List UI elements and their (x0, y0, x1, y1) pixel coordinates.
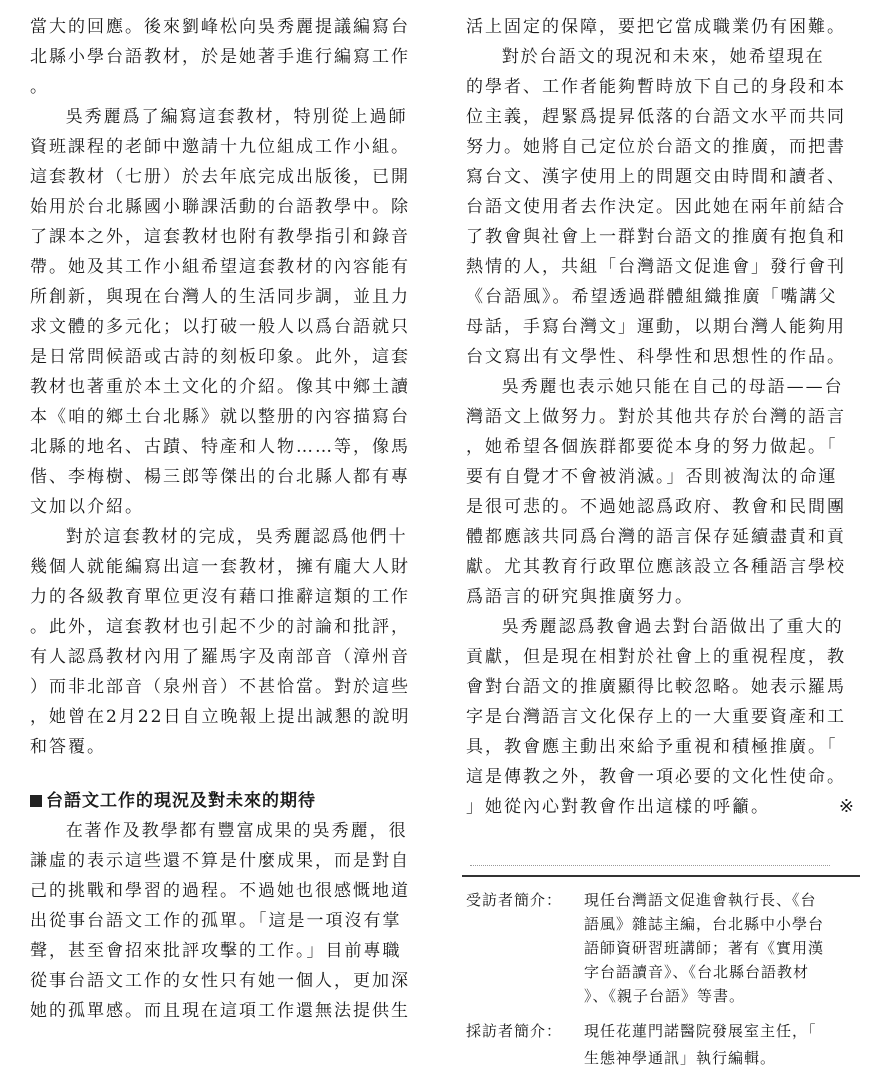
text-line: 灣語文上做努力。對於其他共存於台灣的語言 (466, 407, 846, 427)
text-line: 和答覆。 (30, 737, 106, 757)
text-line: 」她從內心對教會作出這樣的呼籲。 (466, 797, 770, 817)
text-line: 對於這套教材的完成，吳秀麗認爲他們十 (65, 527, 408, 547)
text-line: 幾個人就能編寫出這一套教材，擁有龐大人財 (30, 557, 410, 577)
end-mark: ※ (838, 796, 856, 817)
left-paragraph-1 (30, 12, 420, 102)
text-line: 要有自覺才不會被消滅。」否則被淘汰的命運 (466, 467, 838, 487)
bio-divider (462, 875, 860, 877)
text-line: 出從事台語文工作的孤單。「這是一項沒有掌 (30, 911, 402, 931)
interviewee-text (584, 888, 876, 1008)
text-line: 這是傳教之外，教會一項必要的文化性使命。 (466, 767, 846, 787)
text-line: ，她曾在2月22日自立晚報上提出誠懇的說明 (30, 707, 411, 727)
bio-line: 語師資研習班講師；著有《實用漢 (584, 939, 825, 957)
bio-line: 現任台灣語文促進會執行長、《台 (584, 891, 817, 909)
text-line: 是日常問候語或古詩的刻板印象。此外，這套 (30, 347, 410, 367)
text-line: 熱情的人，共組「台灣語文促進會」發行會刊 (466, 257, 846, 277)
text-line: ，她希望各個族群都要從本身的努力做起。「 (466, 437, 838, 457)
bio-line: 字台語讀音》、《台北縣台語教材 (584, 963, 810, 981)
text-line: 活上固定的保障，要把它當成職業仍有困難。 (466, 17, 846, 37)
right-paragraph-4 (466, 612, 858, 822)
text-line: ）而非北部音（泉州音）不甚恰當。對於這些 (30, 677, 410, 697)
text-line: 己的挑戰和學習的過程。不過她也很感慨地道 (30, 881, 410, 901)
interviewer-text (584, 1018, 876, 1072)
text-line: 爲語言的研究與推廣努力。 (466, 587, 694, 607)
right-paragraph-2 (466, 42, 858, 372)
text-line: 字是台灣語言文化保存上的一大重要資產和工 (466, 707, 846, 727)
text-line: 謙虛的表示這些還不算是什麼成果，而是對自 (30, 851, 410, 871)
text-line: 台語文使用者去作決定。因此她在兩年前結合 (466, 197, 846, 217)
left-column (30, 12, 420, 1026)
text-line: 對於台語文的現況和未來，她希望現在 (501, 47, 825, 67)
right-paragraph-3 (466, 372, 858, 612)
text-line: 吳秀麗認爲教會過去對台語做出了重大的 (501, 617, 844, 637)
text-line: 資班課程的老師中邀請十九位組成工作小組。 (30, 137, 410, 157)
text-line: 始用於台北縣國小聯課活動的台語教學中。除 (30, 197, 410, 217)
text-line: 具，教會應主動出來給予重視和積極推廣。「 (466, 737, 838, 757)
right-paragraph-1 (466, 12, 858, 42)
text-line: 吳秀麗也表示她只能在自己的母語——台 (501, 377, 844, 397)
text-line: 這套教材（七册）於去年底完成出版後，已開 (30, 167, 410, 187)
text-line: 有人認爲教材內用了羅馬字及南部音（漳州音 (30, 647, 410, 667)
text-line: 北縣小學台語教材，於是她著手進行編寫工作 (30, 47, 410, 67)
text-line: 從事台語文工作的女性只有她一個人，更加深 (30, 971, 410, 991)
text-line: 在著作及教學都有豐富成果的吳秀麗，很 (65, 821, 408, 841)
text-line: 是很可悲的。不過她認爲政府、教會和民間團 (466, 497, 846, 517)
left-paragraph-3 (30, 522, 420, 762)
text-line: 獻。尤其教育行政單位應該設立各種語言學校 (466, 557, 846, 577)
text-line: 所創新，與現在台灣人的生活同步調，並且力 (30, 287, 410, 307)
text-line: 北縣的地名、古蹟、特產和人物……等，像馬 (30, 437, 410, 457)
last-line-row (466, 792, 858, 822)
text-line: 力的各級教育單位更沒有藉口推辭這類的工作 (30, 587, 410, 607)
text-line: 了教會與社會上一群對台語文的推廣有抱負和 (466, 227, 846, 247)
right-column (466, 12, 858, 822)
text-line: 。此外，這套教材也引起不少的討論和批評， (30, 617, 410, 637)
text-line: 位主義，趕緊爲提昇低落的台語文水平而共同 (466, 107, 846, 127)
bio-line: 現任花蓮門諾醫院發展室主任，「 (584, 1022, 817, 1040)
text-line: 當大的回應。後來劉峰松向吳秀麗提議編寫台 (30, 17, 410, 37)
bio-line: 語風》雜誌主編，台北縣中小學台 (584, 915, 825, 933)
interviewer-label: 採訪者簡介： (466, 1022, 563, 1040)
interviewee-label: 受訪者簡介： (466, 891, 563, 909)
text-line: 。 (30, 77, 49, 97)
text-line: 求文體的多元化；以打破一般人以爲台語就只 (30, 317, 410, 337)
text-line: 的學者、工作者能夠暫時放下自己的身段和本 (466, 77, 846, 97)
dotted-divider (470, 865, 830, 866)
text-line: 體都應該共同爲台灣的語言保存延續盡責和貢 (466, 527, 846, 547)
text-line: 寫台文、漢字使用上的問題交由時間和讀者、 (466, 167, 846, 187)
bio-line: 》、《親子台語》等書。 (584, 987, 746, 1005)
text-line: 本《咱的鄉土台北縣》就以整册的內容描寫台 (30, 407, 410, 427)
text-line: 吳秀麗爲了編寫這套教材，特別從上過師 (65, 107, 408, 127)
text-line: 聲，甚至會招來批評攻擊的工作。」目前專職 (30, 941, 402, 961)
section-heading (30, 786, 420, 816)
text-line: 會對台語文的推廣顯得比較忽略。她表示羅馬 (466, 677, 846, 697)
section-heading-text: 台語文工作的現況及對未來的期待 (46, 791, 316, 811)
text-line: 偕、李梅樹、楊三郎等傑出的台北縣人都有專 (30, 467, 410, 487)
square-bullet-icon (30, 795, 42, 807)
text-line: 文加以介紹。 (30, 497, 144, 517)
text-line: 《台語風》。希望透過群體組織推廣「嘴講父 (466, 287, 838, 307)
text-line: 教材也著重於本土文化的介紹。像其中鄉土讀 (30, 377, 410, 397)
left-paragraph-4 (30, 816, 420, 1026)
left-paragraph-2 (30, 102, 420, 522)
text-line: 母話，手寫台灣文」運動，以期台灣人能夠用 (466, 317, 846, 337)
text-line: 了課本之外，這套教材也附有教學指引和錄音 (30, 227, 410, 247)
text-line: 帶。她及其工作小組希望這套教材的內容能有 (30, 257, 410, 277)
text-line: 台文寫出有文學性、科學性和思想性的作品。 (466, 347, 846, 367)
text-line: 她的孤單感。而且現在這項工作還無法提供生 (30, 1001, 410, 1021)
bio-line: 生態神學通訊」執行編輯。 (584, 1049, 777, 1067)
text-line: 貢獻，但是現在相對於社會上的重視程度，教 (466, 647, 846, 667)
text-line: 努力。她將自己定位於台語文的推廣，而把書 (466, 137, 846, 157)
